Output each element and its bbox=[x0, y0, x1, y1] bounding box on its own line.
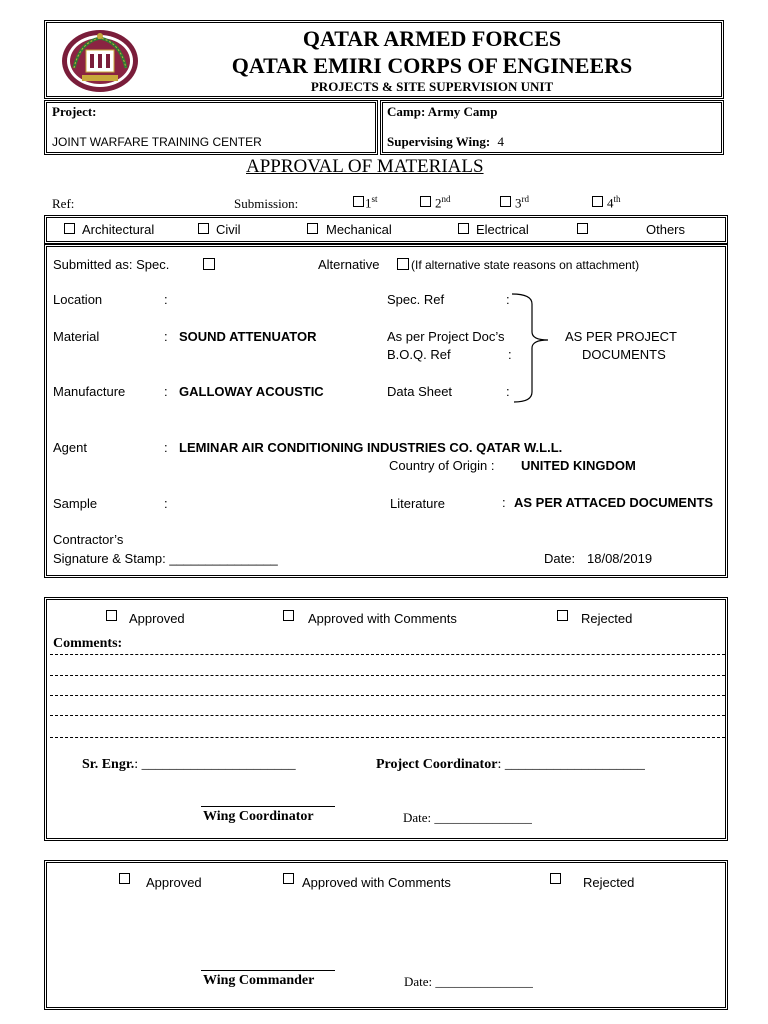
submission-label: Submission: bbox=[234, 196, 299, 211]
origin-value: UNITED KINGDOM bbox=[521, 458, 636, 473]
project-coordinator-line: : ____________________ bbox=[497, 757, 645, 772]
alternative-checkbox[interactable] bbox=[397, 258, 409, 270]
brace-text-1: AS PER PROJECT bbox=[565, 329, 677, 344]
agent-value: LEMINAR AIR CONDITIONING INDUSTRIES CO. QATAR W.L.L. bbox=[179, 440, 563, 455]
comment-line-3[interactable] bbox=[50, 695, 725, 696]
datasheet-colon: : bbox=[506, 384, 510, 399]
commander-date[interactable]: Date: _______________ bbox=[404, 974, 533, 989]
review-approved-comments-checkbox[interactable] bbox=[283, 610, 294, 621]
emblem-logo bbox=[60, 28, 140, 94]
commander-approved-checkbox[interactable] bbox=[119, 873, 130, 884]
spec-ref-colon: : bbox=[506, 292, 510, 307]
literature-colon: : bbox=[502, 495, 506, 510]
comment-line-1[interactable] bbox=[50, 654, 725, 655]
commander-approved-comments: Approved with Comments bbox=[302, 875, 451, 890]
project-coordinator-label: Project Coordinator bbox=[376, 757, 498, 772]
wing-commander-line[interactable] bbox=[201, 970, 335, 971]
submission-2nd: 2nd bbox=[435, 194, 451, 211]
supervising-wing bbox=[387, 134, 504, 150]
material-value: SOUND ATTENUATOR bbox=[179, 329, 317, 344]
mechanical-checkbox[interactable] bbox=[307, 223, 318, 234]
civil-checkbox[interactable] bbox=[198, 223, 209, 234]
form-title: APPROVAL OF MATERIALS bbox=[246, 156, 484, 177]
commander-approved-comments-checkbox[interactable] bbox=[283, 873, 294, 884]
sample-colon: : bbox=[164, 496, 168, 511]
date-label: Date: bbox=[544, 551, 576, 566]
material-label: Material bbox=[53, 329, 100, 344]
review-approved-comments: Approved with Comments bbox=[308, 611, 457, 626]
review-approved-checkbox[interactable] bbox=[106, 610, 117, 621]
discipline-others: Others bbox=[646, 222, 686, 237]
review-approved: Approved bbox=[129, 611, 185, 626]
review-box bbox=[44, 597, 728, 841]
project-coordinator-signature[interactable] bbox=[376, 757, 645, 773]
header-line-2: QATAR EMIRI CORPS OF ENGINEERS bbox=[231, 53, 633, 78]
project-value: JOINT WARFARE TRAINING CENTER bbox=[52, 135, 262, 149]
contractor-label: Contractor’s bbox=[53, 532, 124, 547]
submission-2nd-checkbox[interactable] bbox=[420, 196, 431, 207]
sample-label: Sample bbox=[53, 496, 98, 511]
boq-label: B.O.Q. Ref bbox=[387, 347, 451, 362]
date-value: 18/08/2019 bbox=[587, 551, 653, 566]
camp-label: Camp: Army Camp bbox=[387, 104, 498, 119]
review-rejected-checkbox[interactable] bbox=[557, 610, 568, 621]
comment-line-4[interactable] bbox=[50, 715, 725, 716]
manufacture-value: GALLOWAY ACOUSTIC bbox=[179, 384, 324, 399]
commander-rejected: Rejected bbox=[583, 875, 635, 890]
comments-label: Comments: bbox=[53, 636, 123, 651]
agent-label: Agent bbox=[53, 440, 87, 455]
sr-engr-signature[interactable] bbox=[82, 757, 296, 773]
location-colon: : bbox=[164, 292, 168, 307]
alternative-note: (If alternative state reasons on attachment) bbox=[411, 258, 640, 272]
commander-rejected-checkbox[interactable] bbox=[550, 873, 561, 884]
header-line-1: QATAR ARMED FORCES bbox=[302, 26, 562, 51]
architectural-checkbox[interactable] bbox=[64, 223, 75, 234]
submission-1st: 1st bbox=[365, 194, 378, 211]
sr-engr-line: : ______________________ bbox=[134, 757, 296, 772]
discipline-civil: Civil bbox=[216, 222, 241, 237]
submission-4th: 4th bbox=[607, 194, 621, 211]
wing-coordinator-label: Wing Coordinator bbox=[203, 809, 314, 824]
commander-approved: Approved bbox=[146, 875, 202, 890]
ref-label: Ref: bbox=[52, 196, 75, 211]
submission-3rd: 3rd bbox=[515, 194, 529, 211]
electrical-checkbox[interactable] bbox=[458, 223, 469, 234]
review-rejected: Rejected bbox=[581, 611, 633, 626]
discipline-architectural: Architectural bbox=[82, 222, 155, 237]
wing-commander-label: Wing Commander bbox=[203, 973, 315, 988]
manufacture-label: Manufacture bbox=[53, 384, 126, 399]
submission-4th-checkbox[interactable] bbox=[592, 196, 603, 207]
project-doc-label: As per Project Doc’s bbox=[387, 329, 505, 344]
discipline-electrical: Electrical bbox=[476, 222, 529, 237]
signature-stamp[interactable]: Signature & Stamp: _______________ bbox=[53, 551, 278, 566]
submission-3rd-checkbox[interactable] bbox=[500, 196, 511, 207]
discipline-mechanical: Mechanical bbox=[326, 222, 392, 237]
spec-checkbox[interactable] bbox=[203, 258, 215, 270]
submitted-as-label: Submitted as: Spec. bbox=[53, 257, 170, 272]
submission-1st-checkbox[interactable] bbox=[353, 196, 364, 207]
literature-value: AS PER ATTACED DOCUMENTS bbox=[514, 495, 714, 510]
wing-label: Supervising Wing: bbox=[387, 134, 491, 149]
datasheet-label: Data Sheet bbox=[387, 384, 453, 399]
origin-label: Country of Origin : bbox=[389, 458, 495, 473]
boq-colon: : bbox=[508, 347, 512, 362]
review-date[interactable]: Date: _______________ bbox=[403, 810, 532, 825]
literature-label: Literature bbox=[390, 496, 445, 511]
brace-text-2: DOCUMENTS bbox=[582, 347, 666, 362]
header-line-3: PROJECTS & SITE SUPERVISION UNIT bbox=[310, 79, 554, 94]
details-box bbox=[44, 244, 728, 578]
manufacture-colon: : bbox=[164, 384, 168, 399]
wing-value: 4 bbox=[497, 134, 504, 149]
wing-coordinator-line[interactable] bbox=[201, 806, 335, 807]
brace-icon bbox=[510, 292, 556, 404]
project-label: Project: bbox=[52, 104, 97, 119]
comment-line-5[interactable] bbox=[50, 737, 725, 738]
others-checkbox[interactable] bbox=[577, 223, 588, 234]
material-colon: : bbox=[164, 329, 168, 344]
alternative-label: Alternative bbox=[318, 257, 380, 272]
agent-colon: : bbox=[164, 440, 168, 455]
spec-ref-label: Spec. Ref bbox=[387, 292, 445, 307]
comment-line-2[interactable] bbox=[50, 675, 725, 676]
location-label: Location bbox=[53, 292, 103, 307]
sr-engr-label: Sr. Engr. bbox=[82, 757, 135, 772]
